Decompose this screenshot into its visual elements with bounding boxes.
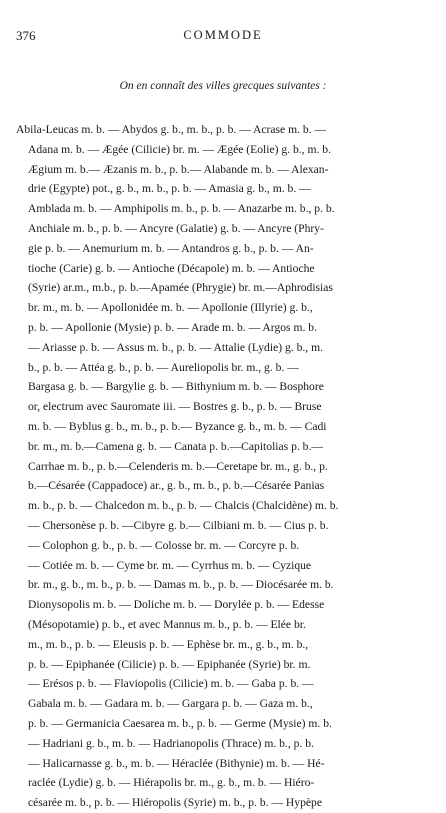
intro-line: On en connaît des villes grecques suivantes : <box>119 80 327 92</box>
text-line: — Hadriani g. b., m. b. — Hadrianopolis (Thrace) m. b., p. b. <box>28 736 314 750</box>
text-line: p. b. — Apollonie (Mysie) p. b. — Arade m. b. — Argos m. b. <box>28 320 317 334</box>
text-line: (Mésopotamie) p. b., et avec Mannus m. b., p. b. — Elée br. <box>28 617 306 631</box>
text-line: Anchiale m. b., p. b. — Ancyre (Galatie) g. b. — Ancyre (Phry- <box>28 221 324 235</box>
text-line: p. b. — Germanicia Caesarea m. b., p. b. — Germe (Mysie) m. b. <box>28 716 332 730</box>
page-number: 376 <box>16 28 36 43</box>
text-line: m. b. — Byblus g. b., m. b., p. b.— Byzance g. b., m. b. — Cadi <box>28 419 327 433</box>
text-line: br. m., m. b. — Apollonidée m. b. — Apollonie (Illyrie) g. b., <box>28 301 313 315</box>
text-line: Carrhae m. b., p. b.—Celenderis m. b.—Ceretape br. m., g. b., p. <box>28 459 328 473</box>
text-line: — Chersonèse p. b. —Cibyre g. b.— Cilbiani m. b. — Cius p. b. <box>28 518 329 532</box>
page-header <box>0 28 446 48</box>
text-line: Dionysopolis m. b. — Doliche m. b. — Dorylée p. b. — Edesse <box>28 598 325 612</box>
text-line: raclée (Lydie) g. b. — Hiérapolis br. m., g. b., m. b. — Hiéro- <box>28 776 315 790</box>
text-line: gie p. b. — Anemurium m. b. — Antandros g. b., p. b. — An- <box>28 241 314 255</box>
text-line: b.—Césarée (Cappadoce) ar., g. b., m. b., p. b.—Césarée Panias <box>28 479 325 493</box>
text-line: — Ariasse p. b. — Assus m. b., p. b. — Attalie (Lydie) g. b., m. <box>28 340 323 354</box>
text-line: Abila-Leucas m. b. — Abydos g. b., m. b., p. b. — Acrase m. b. — <box>16 123 327 136</box>
text-line: césarée m. b., p. b. — Hiéropolis (Syrie) m. b., p. b. — Hypèpe <box>28 796 322 810</box>
text-line: or, electrum avec Sauromate iii. — Bostres g. b., p. b. — Bruse <box>28 400 322 414</box>
text-line: m. b., p. b. — Chalcedon m. b., p. b. — Chalcis (Chalcidène) m. b. <box>28 499 339 513</box>
text-line: Gabala m. b. — Gadara m. b. — Gargara p. b. — Gaza m. b., <box>28 697 313 711</box>
text-line: tioche (Carie) g. b. — Antioche (Décapole) m. b. — Antioche <box>28 261 315 275</box>
text-line: b., p. b. — Attéa g. b., p. b. — Aureliopolis br. m., g. b. — <box>28 360 299 374</box>
text-line: — Halicarnasse g. b., m. b. — Héraclée (Bithynie) m. b. — Hé- <box>28 756 325 770</box>
text-line: Adana m. b. — Ægée (Cilicie) br. m. — Ægée (Eolie) g. b., m. b. <box>28 142 331 156</box>
text-line: — Erésos p. b. — Flaviopolis (Cilicie) m. b. — Gaba p. b. — <box>28 677 314 691</box>
city-list-paragraph <box>16 120 434 813</box>
running-title: COMMODE <box>183 28 263 42</box>
text-line: m., m. b., p. b. — Eleusis p. b. — Ephèse br. m., g. b., m. b., <box>28 637 309 651</box>
text-line: Ægium m. b.— Æzanis m. b., p. b.— Alabande m. b. — Alexan- <box>28 162 329 176</box>
text-line: (Syrie) ar.m., m.b., p. b.—Apamée (Phrygie) br. m.—Aphrodisias <box>28 281 333 295</box>
text-line: — Colophon g. b., p. b. — Colosse br. m. — Corcyre p. b. <box>28 538 300 552</box>
text-line: — Cotiée m. b. — Cyme br. m. — Cyrrhus m. b. — Cyzique <box>28 558 312 572</box>
text-line: br. m., g. b., m. b., p. b. — Damas m. b., p. b. — Diocésarée m. b. <box>28 578 334 592</box>
text-line: br. m., m. b.—Camena g. b. — Canata p. b.—Capitolias p. b.— <box>28 439 323 453</box>
text-line: Amblada m. b. — Amphipolis m. b., p. b. — Anazarbe m. b., p. b. <box>28 202 335 216</box>
text-line: p. b. — Epiphanée (Cilicie) p. b. — Epiphanée (Syrie) br. m. <box>28 657 311 671</box>
text-line: drie (Egypte) pot., g. b., m. b., p. b. — Amasia g. b., m. b. — <box>28 182 311 196</box>
text-line: Bargasa g. b. — Bargylie g. b. — Bithynium m. b. — Bosphore <box>28 380 324 394</box>
